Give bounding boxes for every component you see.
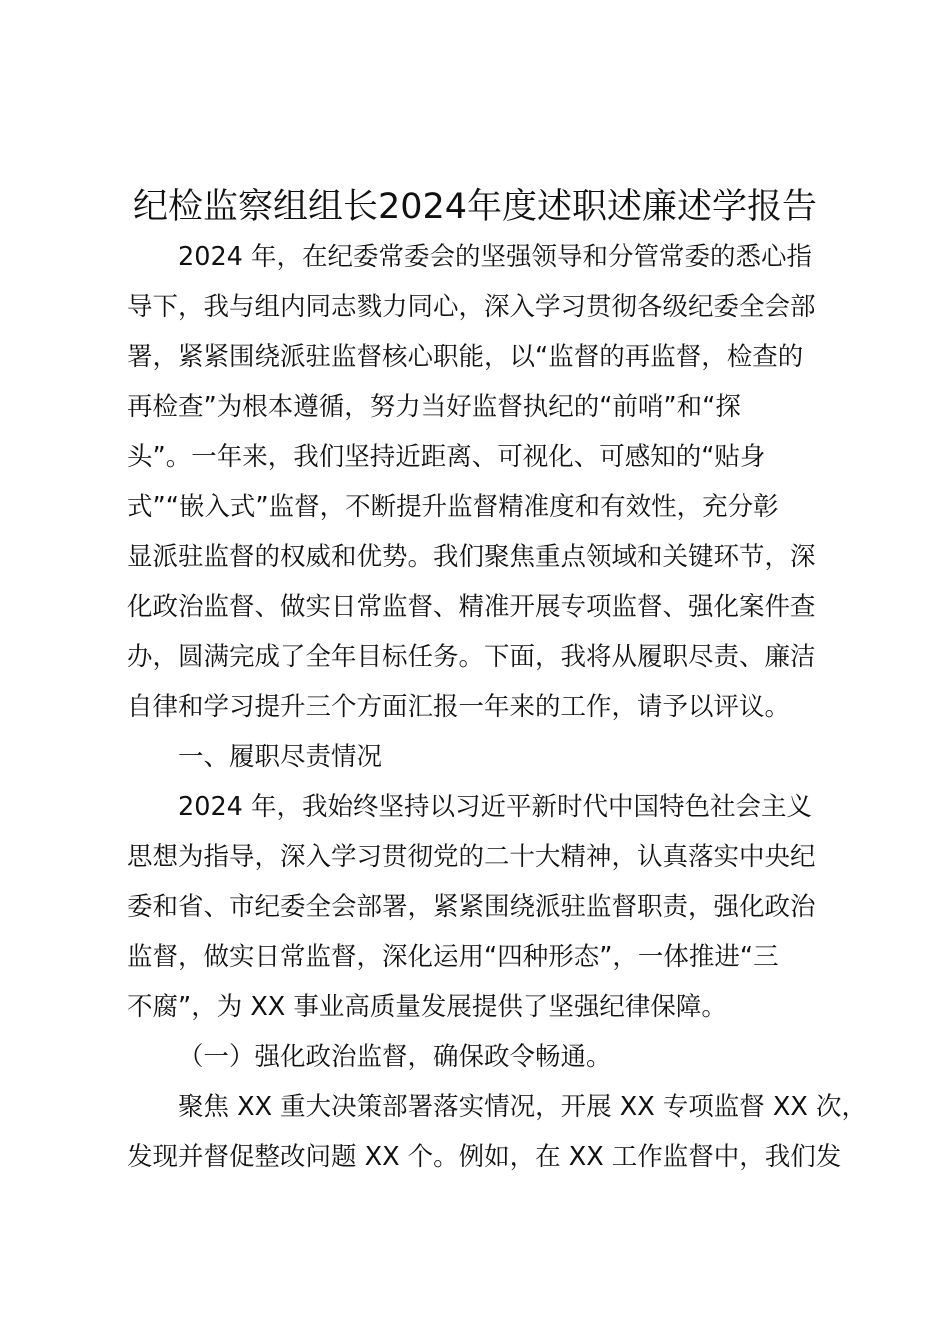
paragraph-line: 2024 年，在纪委常委会的坚强领导和分管常委的悉心指: [178, 242, 813, 272]
paragraph-line: 自律和学习提升三个方面汇报一年来的工作，请予以评议。: [127, 692, 791, 722]
paragraph-line: 思想为指导，深入学习贯彻党的二十大精神，认真落实中央纪: [127, 842, 816, 872]
section-heading: 一、履职尽责情况: [178, 742, 383, 772]
paragraph-line: 导下，我与组内同志戮力同心，深入学习贯彻各级纪委全会部: [127, 292, 816, 322]
paragraph-line: 委和省、市纪委全会部署，紧紧围绕派驻监督职责，强化政治: [127, 892, 816, 922]
document-body: [127, 232, 867, 1182]
paragraph-line: 不腐”，为 XX 事业高质量发展提供了坚强纪律保障。: [127, 992, 727, 1022]
paragraph-line: 聚焦 XX 重大决策部署落实情况，开展 XX 专项监督 XX 次，: [178, 1092, 867, 1122]
subsection-heading: （一）强化政治监督，确保政令畅通。: [178, 1042, 612, 1072]
paragraph-line: 头”。一年来，我们坚持近距离、可视化、可感知的“贴身: [127, 442, 766, 472]
paragraph-line: 监督，做实日常监督，深化运用“四种形态”，一体推进“三: [127, 942, 779, 972]
paragraph-line: 办，圆满完成了全年目标任务。下面，我将从履职尽责、廉洁: [127, 642, 816, 672]
paragraph-line: 署，紧紧围绕派驻监督核心职能，以“监督的再监督，检查的: [127, 342, 804, 372]
paragraph-line: 式”“嵌入式”监督，不断提升监督精准度和有效性，充分彰: [127, 492, 779, 522]
paragraph-line: 化政治监督、做实日常监督、精准开展专项监督、强化案件查: [127, 592, 816, 622]
document-title: 纪检监察组组长2024年度述职述廉述学报告: [132, 187, 818, 227]
paragraph-line: 发现并督促整改问题 XX 个。例如，在 XX 工作监督中，我们发: [127, 1142, 842, 1172]
paragraph-line: 2024 年，我始终坚持以习近平新时代中国特色社会主义: [178, 792, 813, 822]
paragraph-line: 显派驻监督的权威和优势。我们聚焦重点领域和关键环节，深: [127, 542, 816, 572]
paragraph-line: 再检查”为根本遵循，努力当好监督执纪的“前哨”和“探: [127, 392, 741, 422]
